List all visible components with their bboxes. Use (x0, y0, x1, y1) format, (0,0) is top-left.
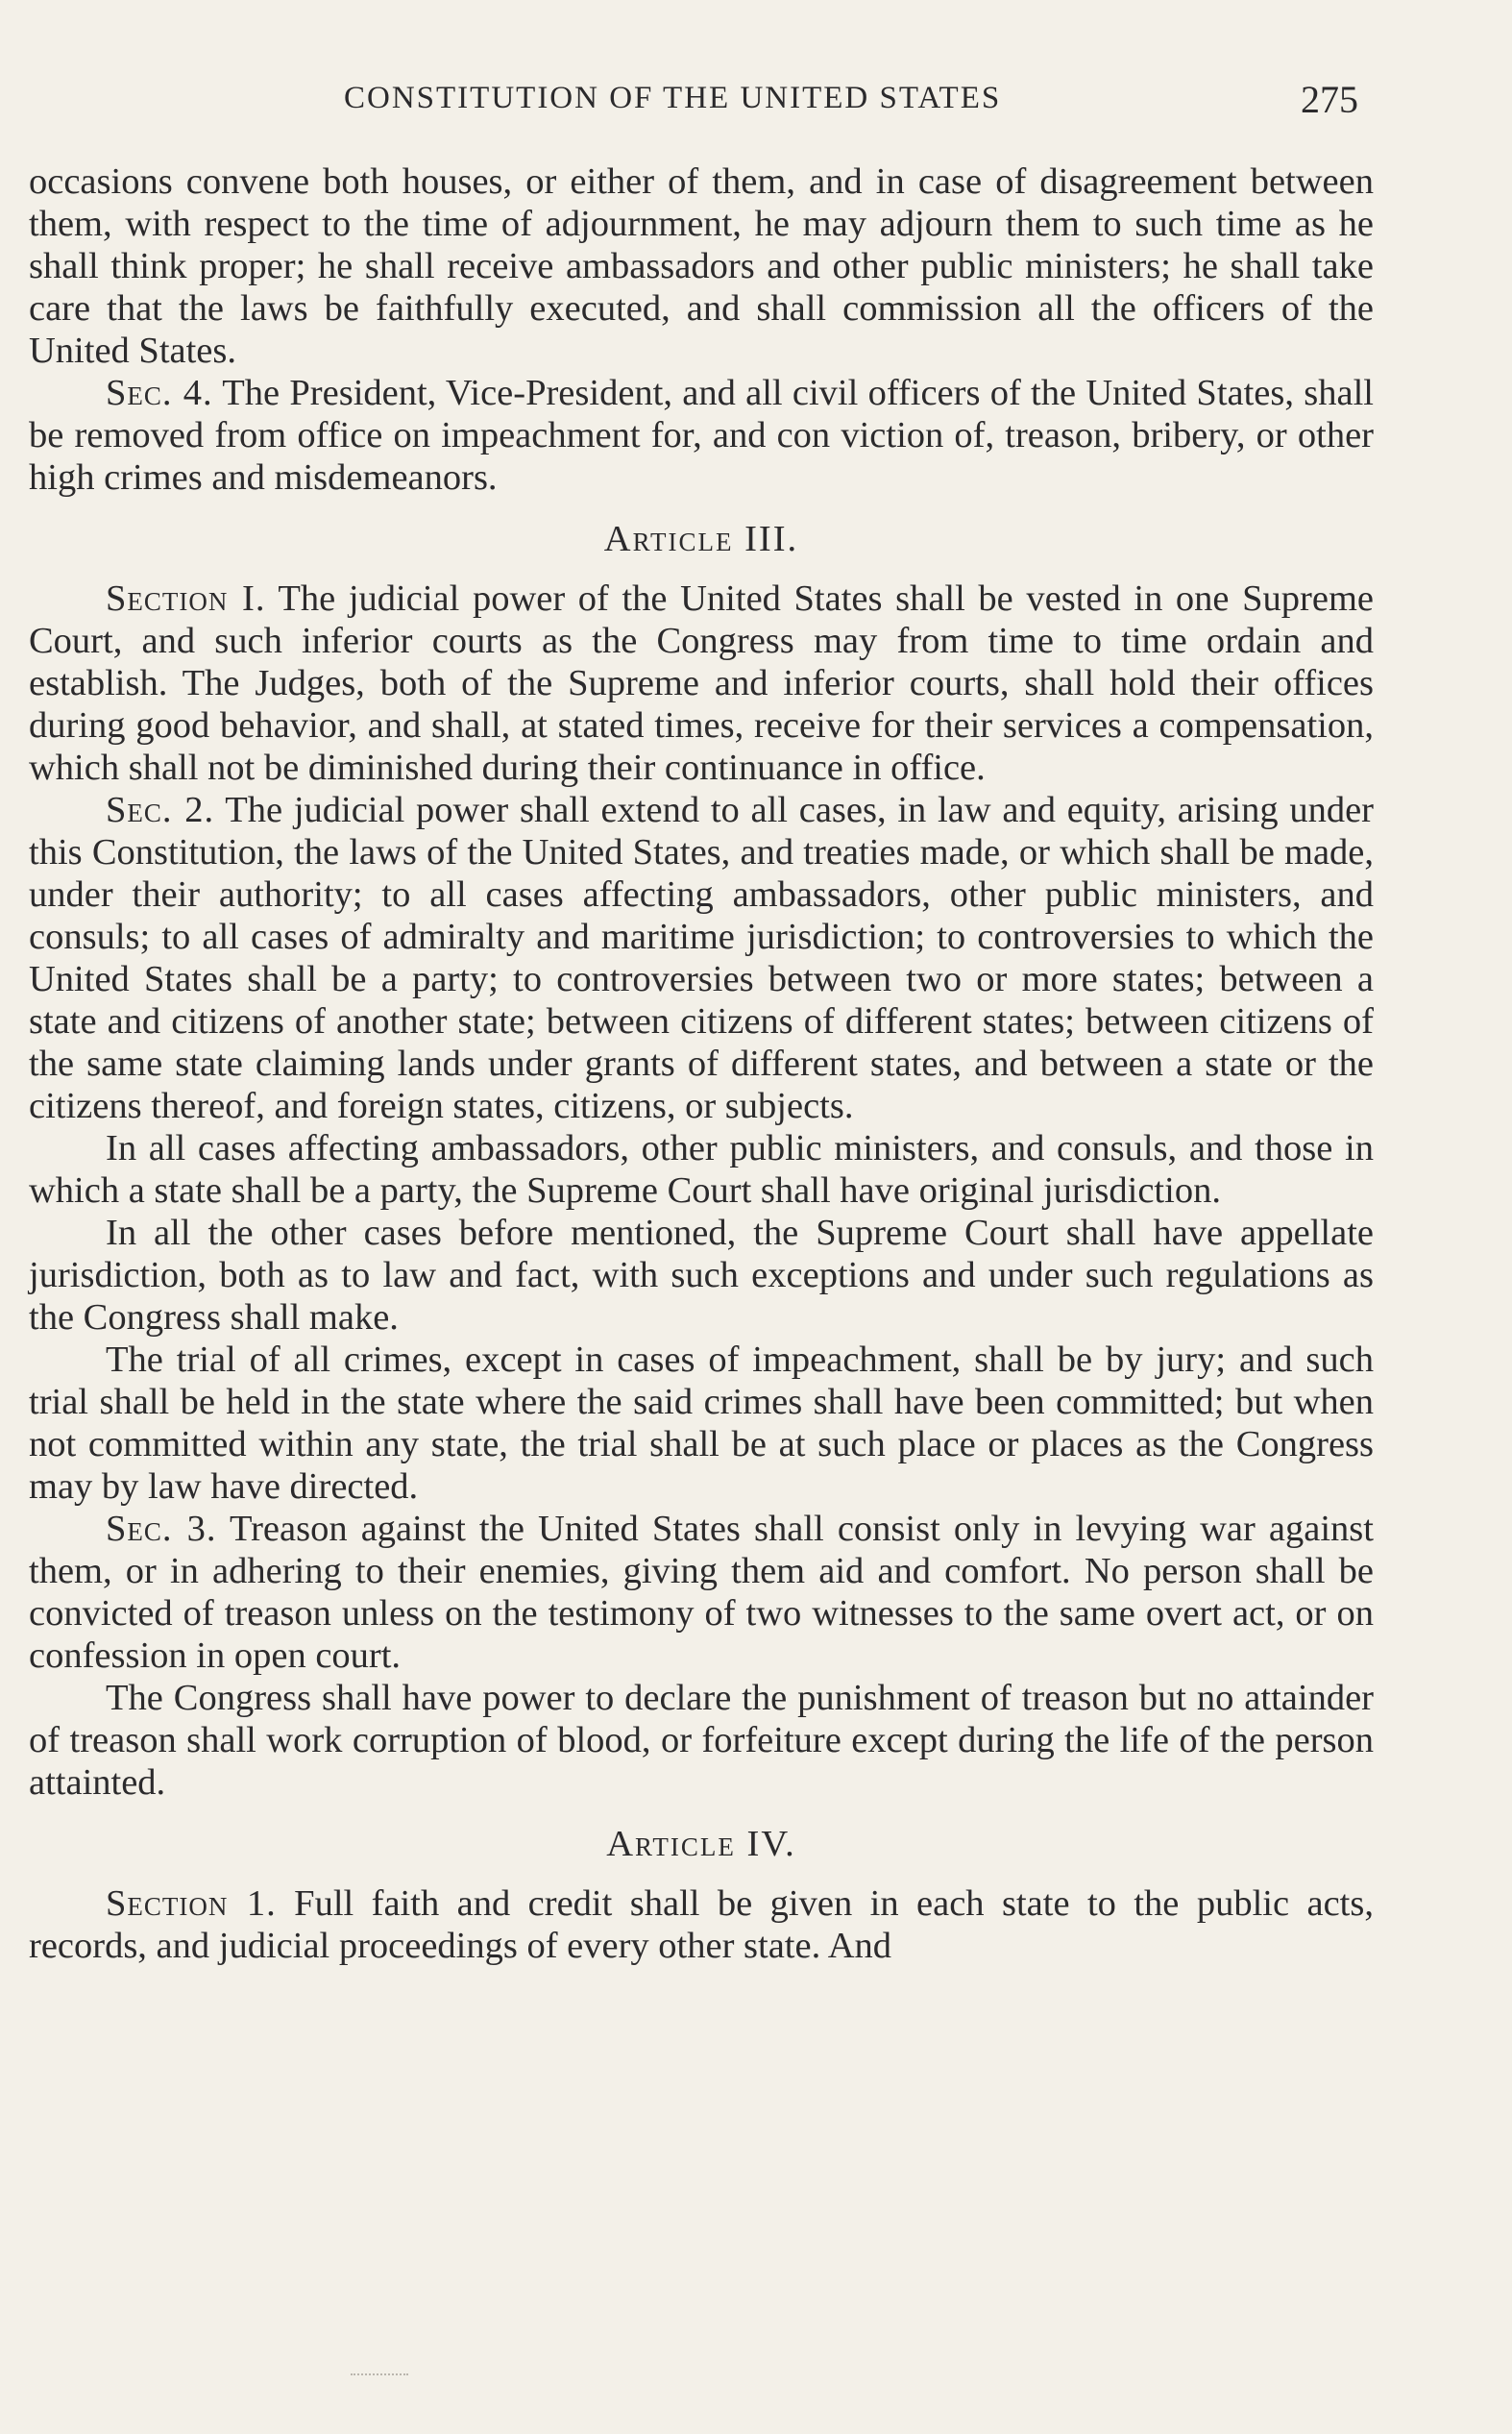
article-heading: Article III. (603, 519, 799, 559)
running-title: CONSTITUTION OF THE UNITED STATES (344, 81, 1002, 115)
section-label: Sec. 3. (106, 1509, 217, 1549)
page-header (0, 78, 1512, 129)
paragraph: The Congress shall have power to declare the punishment of treason but no attainder of treason shall work corruption of blood, or forfeiture except during the life of the person attainted. (29, 1678, 1374, 1803)
paragraph-section-1 (29, 578, 1374, 789)
section-text: The judicial power of the United States shall be vested in one Supreme Court, and such inferior courts as the Congress may from time to time ordain and establish. The Judges, both of the Supreme and inferior courts, shall hold their offices during good behavior, and shall, at stated times, receive for their services a compensation, which shall not be diminished during their continuance in office. (29, 578, 1374, 788)
section-text: Treason against the United States shall consist only in levying war against them, or in adhering to their enemies, giving them aid and comfort. No person shall be convicted of treason unless on the testimony of two witnesses to the same overt act, or on confession in open court. (29, 1509, 1374, 1676)
body-text (29, 160, 1374, 1967)
paragraph: occasions convene both houses, or either of them, and in case of disagreement between them, with respect to the time of adjournment, he may adjourn them to such time as he shall think proper; he shall receive ambassadors and other public ministers; he shall take care that the laws be faithfully executed, and shall commission all the officers of the United States. (29, 161, 1374, 371)
section-text: The President, Vice-President, and all civil officers of the United States, shall be removed from office on impeachment for, and con viction of, treason, bribery, or other high crimes and misdemeanors. (29, 373, 1374, 498)
section-label: Sec. 4. (106, 373, 213, 413)
paragraph: In all the other cases before mentioned, the Supreme Court shall have appellate jurisdiction, both as to law and fact, with such exceptions and under such regulations as the Congress shall make. (29, 1213, 1374, 1338)
paragraph-sec-2 (29, 789, 1374, 1127)
paragraph-sec-3 (29, 1508, 1374, 1677)
article-heading: Article IV. (606, 1824, 796, 1864)
paragraph-sec-4 (29, 372, 1374, 499)
paragraph-section-1 (29, 1882, 1374, 1967)
section-label: Section 1. (106, 1883, 277, 1924)
paragraph: In all cases affecting ambassadors, other public ministers, and consuls, and those in which a state shall be a party, the Supreme Court shall have original jurisdiction. (29, 1128, 1374, 1211)
page-number: 275 (1301, 78, 1358, 121)
paragraph: The trial of all crimes, except in cases of impeachment, shall be by jury; and such trial shall be held in the state where the said crimes shall have been committed; but when not committed within any state, the trial shall be at such place or places as the Congress may by law have directed. (29, 1340, 1374, 1507)
section-label: Section I. (106, 578, 266, 619)
footer-smudge (351, 2373, 408, 2377)
section-label: Sec. 2. (106, 790, 215, 830)
section-text: Full faith and credit shall be given in each state to the public acts, records, and judicial proceedings of every other state. And (29, 1883, 1374, 1966)
section-text: The judicial power shall extend to all cases, in law and equity, arising under this Constitution, the laws of the United States, and treaties made, or which shall be made, under their authority; to all cases affecting ambassadors, other public ministers, and consuls; to all cases of admiralty and maritime jurisdiction; to controversies to which the United States shall be a party; to controversies between two or more states; between a state and citizens of another state; between citizens of different states; between citizens of the same state claiming lands under grants of different states, and between a state or the citizens thereof, and foreign states, citizens, or subjects. (29, 790, 1374, 1126)
